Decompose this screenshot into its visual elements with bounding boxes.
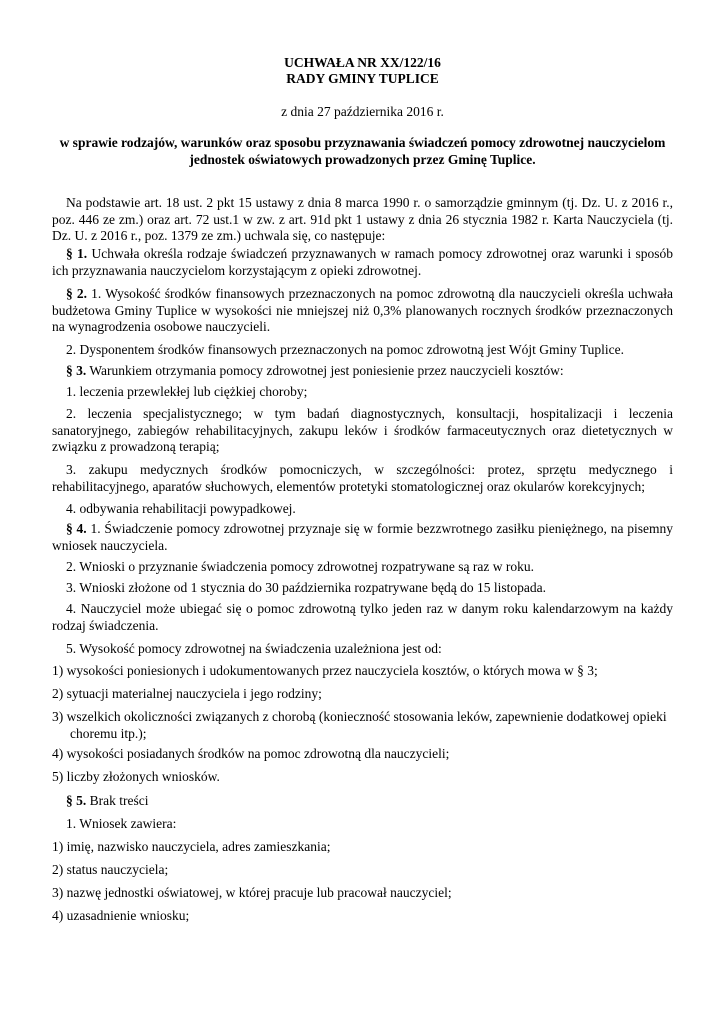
section-2-label: § 2. <box>66 286 88 301</box>
section-5-text: Brak treści <box>86 793 149 808</box>
section-5-point-1: 1. Wniosek zawiera: <box>66 816 177 831</box>
section-3-item: 4. odbywania rehabilitacji powypadkowej. <box>66 501 296 516</box>
section-3-text: Warunkiem otrzymania pomocy zdrowotnej jest poniesienie przez nauczycieli kosztów: <box>86 363 564 378</box>
section-4-point: 2. Wnioski o przyznanie świadczenia pomocy zdrowotnej rozpatrywane są raz w roku. <box>66 559 534 574</box>
section-5-item: 2) status nauczyciela; <box>52 862 169 877</box>
section-4-subitem: 2) sytuacji materialnej nauczyciela i jego rodziny; <box>52 686 322 701</box>
section-2-point-2: 2. Dysponentem środków finansowych przeznaczonych na pomoc zdrowotną jest Wójt Gminy Tuplice. <box>66 342 625 357</box>
section-4 <box>52 521 673 554</box>
section-4-subitem: 3) wszelkich okoliczności związanych z chorobą (konieczność stosowania leków, zapewnienie dodatkowej opieki choremu itp.); <box>52 709 667 741</box>
document-page <box>52 0 673 1024</box>
section-5-item: 3) nazwę jednostki oświatowej, w której pracuje lub pracował nauczyciel; <box>52 885 452 900</box>
section-2 <box>52 286 673 336</box>
section-4-subitem: 4) wysokości posiadanych środków na pomoc zdrowotną dla nauczycieli; <box>52 746 450 761</box>
preamble: Na podstawie art. 18 ust. 2 pkt 15 ustawy z dnia 8 marca 1990 r. o samorządzie gminnym (tj. Dz. U. z 2016 r., poz. 446 ze zm.) oraz art. 72 ust.1 w zw. z art. 91d pkt 1 ustawy z dnia 26 stycznia 1982 r. Karta Nauczyciela (tj. Dz. U. z 2016 r., poz. 1379 ze zm.) uchwala się, co następuje: <box>52 195 673 243</box>
section-3-item: 3. zakupu medycznych środków pomocniczych, w szczególności: protez, sprzętu medycznego i rehabilitacyjnego, aparatów słuchowych, elementów protetyki stomatologicznej oraz okularów korekcyjnych; <box>52 462 673 494</box>
section-3 <box>52 363 673 380</box>
section-5 <box>52 793 673 810</box>
section-3-label: § 3. <box>66 363 87 378</box>
section-4-point: 3. Wnioski złożone od 1 stycznia do 30 października rozpatrywane będą do 15 listopada. <box>66 580 546 595</box>
council-name: RADY GMINY TUPLICE <box>286 71 439 86</box>
section-1-text: Uchwała określa rodzaje świadczeń przyznawanych w ramach pomocy zdrowotnej oraz warunki i sposób ich przyznawania nauczycielom korzystającym z opieki zdrowotnej. <box>52 246 673 278</box>
section-4-point: 4. Nauczyciel może ubiegać się o pomoc zdrowotną tylko jeden raz w danym roku kalendarzowym na każdy rodzaj świadczenia. <box>52 601 673 633</box>
section-1 <box>52 246 673 279</box>
section-5-item: 4) uzasadnienie wniosku; <box>52 908 190 923</box>
section-5-label: § 5. <box>66 793 87 808</box>
section-1-label: § 1. <box>66 246 88 261</box>
section-4-subitem: 5) liczby złożonych wniosków. <box>52 769 220 784</box>
section-4-subitem: 1) wysokości poniesionych i udokumentowanych przez nauczyciela kosztów, o których mowa w § 3; <box>52 663 598 678</box>
section-4-point: 5. Wysokość pomocy zdrowotnej na świadczenia uzależniona jest od: <box>66 641 442 656</box>
section-4-text: 1. Świadczenie pomocy zdrowotnej przyznaje się w formie bezzwrotnego zasiłku pieniężnego, na pisemny wniosek nauczyciela. <box>52 521 674 553</box>
resolution-date: z dnia 27 października 2016 r. <box>281 104 444 119</box>
resolution-number: UCHWAŁA NR XX/122/16 <box>284 55 441 70</box>
section-4-label: § 4. <box>66 521 87 536</box>
section-2-text: 1. Wysokość środków finansowych przeznaczonych na pomoc zdrowotną dla nauczycieli określa uchwała budżetowa Gminy Tuplice w wysokości nie mniejszej niż 0,3% planowanych rocznych środków przeznaczonych na wynagrodzenia osobowe nauczycieli. <box>52 286 673 334</box>
resolution-subject: w sprawie rodzajów, warunków oraz sposobu przyznawania świadczeń pomocy zdrowotnej nauczycielom jednostek oświatowych prowadzonych przez Gminę Tuplice. <box>59 135 666 167</box>
section-5-item: 1) imię, nazwisko nauczyciela, adres zamieszkania; <box>52 839 331 854</box>
section-3-item: 1. leczenia przewlekłej lub ciężkiej choroby; <box>66 384 308 399</box>
section-3-item: 2. leczenia specjalistycznego; w tym badań diagnostycznych, konsultacji, hospitalizacji i leczenia sanatoryjnego, zabiegów rehabilitacyjnych, zakupu leków i środków farmaceutycznych oraz dietetycznych w związku z prowadzoną terapią; <box>52 406 673 454</box>
